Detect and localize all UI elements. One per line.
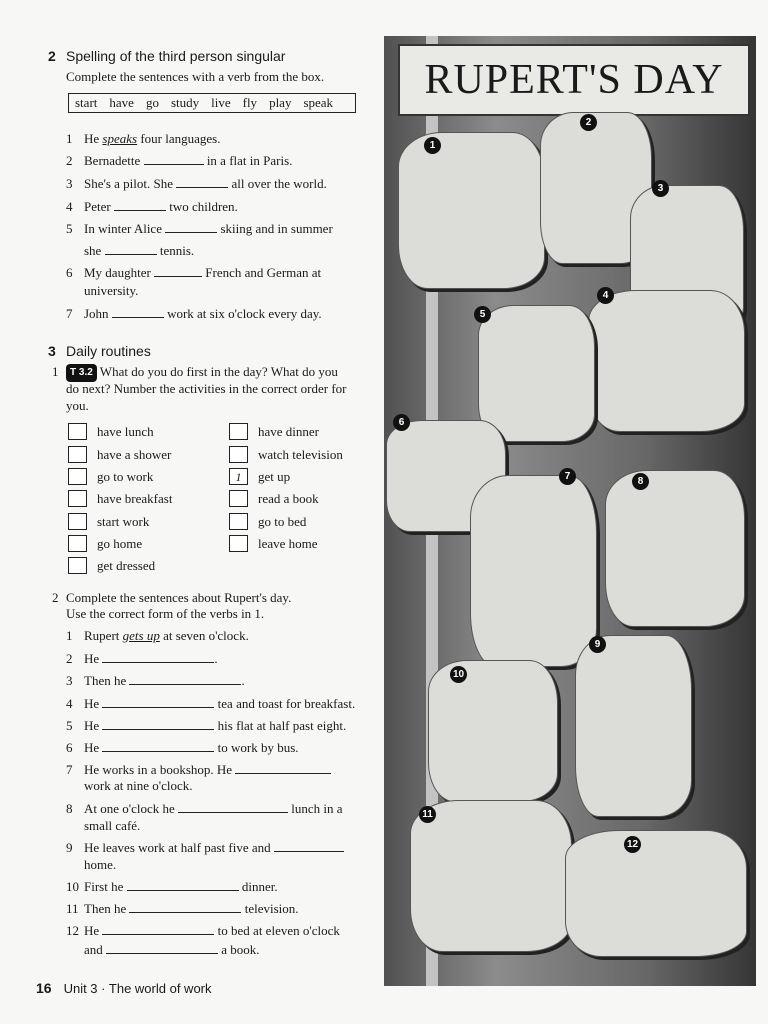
s2-item-7: 7 John work at six o'clock every day.	[66, 306, 322, 321]
verb-word: start	[75, 95, 98, 110]
answer-blank[interactable]	[144, 153, 204, 165]
panel-number: 7	[559, 468, 576, 485]
order-box[interactable]	[68, 490, 87, 507]
panel-leave-home	[478, 305, 595, 442]
panel-bed	[565, 830, 747, 957]
order-box[interactable]	[68, 557, 87, 574]
s3-q2-text-2: Use the correct form of the verbs in 1.	[66, 606, 265, 621]
verb-word: fly	[242, 95, 258, 110]
panel-number: 1	[424, 137, 441, 154]
verb-word: live	[211, 95, 231, 110]
order-box[interactable]	[229, 423, 248, 440]
panel-number: 3	[652, 180, 669, 197]
s2-item-5-cont: she tennis.	[84, 243, 195, 258]
panel-bookshop	[470, 475, 597, 667]
order-box[interactable]	[68, 423, 87, 440]
activity-label: read a book	[258, 491, 319, 506]
section-2-instruction: Complete the sentences with a verb from the box.	[66, 69, 325, 84]
example-answer: gets up	[122, 628, 160, 643]
order-box[interactable]	[229, 535, 248, 552]
s3-q1-text-3: you.	[66, 398, 89, 413]
answer-blank[interactable]	[114, 199, 166, 211]
section-2-number: 2	[48, 48, 56, 64]
s3-item-11: 11 Then he television.	[66, 901, 299, 916]
s3-item-12-cont: and a book.	[84, 942, 260, 957]
section-2-title: Spelling of the third person singular	[66, 48, 286, 64]
activity-label: have breakfast	[97, 491, 173, 506]
s3-item-3: 3 Then he .	[66, 673, 245, 688]
answer-blank[interactable]	[102, 718, 214, 730]
s2-item-4: 4 Peter two children.	[66, 199, 238, 214]
order-box[interactable]	[68, 513, 87, 530]
answer-blank[interactable]	[235, 762, 331, 774]
panel-number: 2	[580, 114, 597, 131]
s3-item-8: 8 At one o'clock he lunch in a	[66, 801, 343, 816]
panel-number: 8	[632, 473, 649, 490]
order-box[interactable]	[68, 446, 87, 463]
answer-blank[interactable]	[129, 673, 241, 685]
s3-item-7-cont: work at nine o'clock.	[84, 778, 193, 793]
order-box[interactable]	[229, 446, 248, 463]
page-footer: 16 Unit 3 · The world of work	[36, 980, 212, 996]
illustration-title: RUPERT'S DAY	[398, 44, 750, 116]
s3-item-1: 1 Rupert gets up at seven o'clock.	[66, 628, 249, 643]
s2-item-6: 6 My daughter French and German at	[66, 265, 322, 280]
activity-label: get up	[258, 469, 291, 484]
order-box[interactable]	[229, 490, 248, 507]
panel-number: 10	[450, 666, 467, 683]
answer-blank[interactable]	[178, 801, 288, 813]
s3-item-5: 5 He his flat at half past eight.	[66, 718, 347, 733]
s3-item-9: 9 He leaves work at half past five and	[66, 840, 344, 856]
panel-number: 6	[393, 414, 410, 431]
answer-blank[interactable]	[105, 243, 157, 255]
panel-get-up	[398, 132, 545, 289]
activity-label: leave home	[258, 536, 318, 551]
panel-breakfast	[588, 290, 745, 432]
answer-blank[interactable]	[154, 265, 202, 277]
answer-blank[interactable]	[274, 840, 344, 852]
verb-word: play	[269, 95, 292, 110]
panel-dinner	[428, 660, 558, 802]
s2-item-3: 3 She's a pilot. She all over the world.	[66, 176, 327, 191]
verb-word: go	[145, 95, 159, 110]
s3-item-2: 2 He .	[66, 651, 218, 666]
answer-blank[interactable]	[127, 879, 239, 891]
order-box[interactable]	[229, 513, 248, 530]
activity-label: watch television	[258, 447, 343, 462]
s3-q2-text: 2 Complete the sentences about Rupert's day.	[52, 590, 292, 605]
s3-item-12: 12 He to bed at eleven o'clock	[66, 923, 340, 938]
s3-item-7: 7 He works in a bookshop. He	[66, 762, 331, 778]
answer-blank[interactable]	[102, 696, 214, 708]
s3-item-6: 6 He to work by bus.	[66, 740, 299, 755]
panel-go-home	[575, 635, 692, 817]
panel-number: 12	[624, 836, 641, 853]
activity-label: start work	[97, 514, 150, 529]
panel-number: 4	[597, 287, 614, 304]
section-3-title: Daily routines	[66, 343, 151, 359]
s3-item-4: 4 He tea and toast for breakfast.	[66, 696, 356, 711]
verb-box	[68, 93, 356, 113]
s2-item-6-cont: university.	[84, 283, 139, 298]
panel-lunch	[605, 470, 745, 627]
panel-television	[410, 800, 572, 952]
answer-blank[interactable]	[102, 923, 214, 935]
s3-item-10: 10 First he dinner.	[66, 879, 278, 894]
answer-blank[interactable]	[129, 901, 241, 913]
order-box[interactable]: 1	[229, 468, 248, 485]
activity-label: have dinner	[258, 424, 320, 439]
answer-blank[interactable]	[112, 306, 164, 318]
s2-item-2: 2 Bernadette in a flat in Paris.	[66, 153, 293, 168]
s2-item-1: 1 He speaks four languages.	[66, 131, 221, 146]
answer-blank[interactable]	[176, 176, 228, 188]
panel-number: 9	[589, 636, 606, 653]
activity-label: go to bed	[258, 514, 307, 529]
activity-label: get dressed	[97, 558, 156, 573]
panel-number: 11	[419, 806, 436, 823]
panel-number: 5	[474, 306, 491, 323]
answer-blank[interactable]	[165, 221, 217, 233]
verb-word: have	[109, 95, 134, 110]
s2-item-5: 5 In winter Alice skiing and in summer	[66, 221, 333, 236]
s3-item-8-cont: small café.	[84, 818, 141, 833]
order-box[interactable]	[68, 535, 87, 552]
activity-label: have a shower	[97, 447, 172, 462]
section-3-number: 3	[48, 343, 56, 359]
order-box[interactable]	[68, 468, 87, 485]
answer-blank[interactable]	[106, 942, 218, 954]
page-number: 16	[36, 980, 52, 996]
answer-blank[interactable]	[102, 740, 214, 752]
activity-label: have lunch	[97, 424, 154, 439]
verb-word: speak	[303, 95, 334, 110]
verb-word: study	[170, 95, 200, 110]
answer-blank[interactable]	[102, 651, 214, 663]
s3-q1-text: 1 T 3.2 What do you do first in the day? What do you	[52, 364, 338, 382]
example-answer: speaks	[102, 131, 138, 146]
activity-label: go to work	[97, 469, 154, 484]
audio-track-badge[interactable]: T 3.2	[66, 364, 97, 382]
s3-q1-text-2: do next? Number the activities in the correct order for	[66, 381, 347, 396]
activity-label: go home	[97, 536, 143, 551]
s3-item-9-cont: home.	[84, 857, 117, 872]
